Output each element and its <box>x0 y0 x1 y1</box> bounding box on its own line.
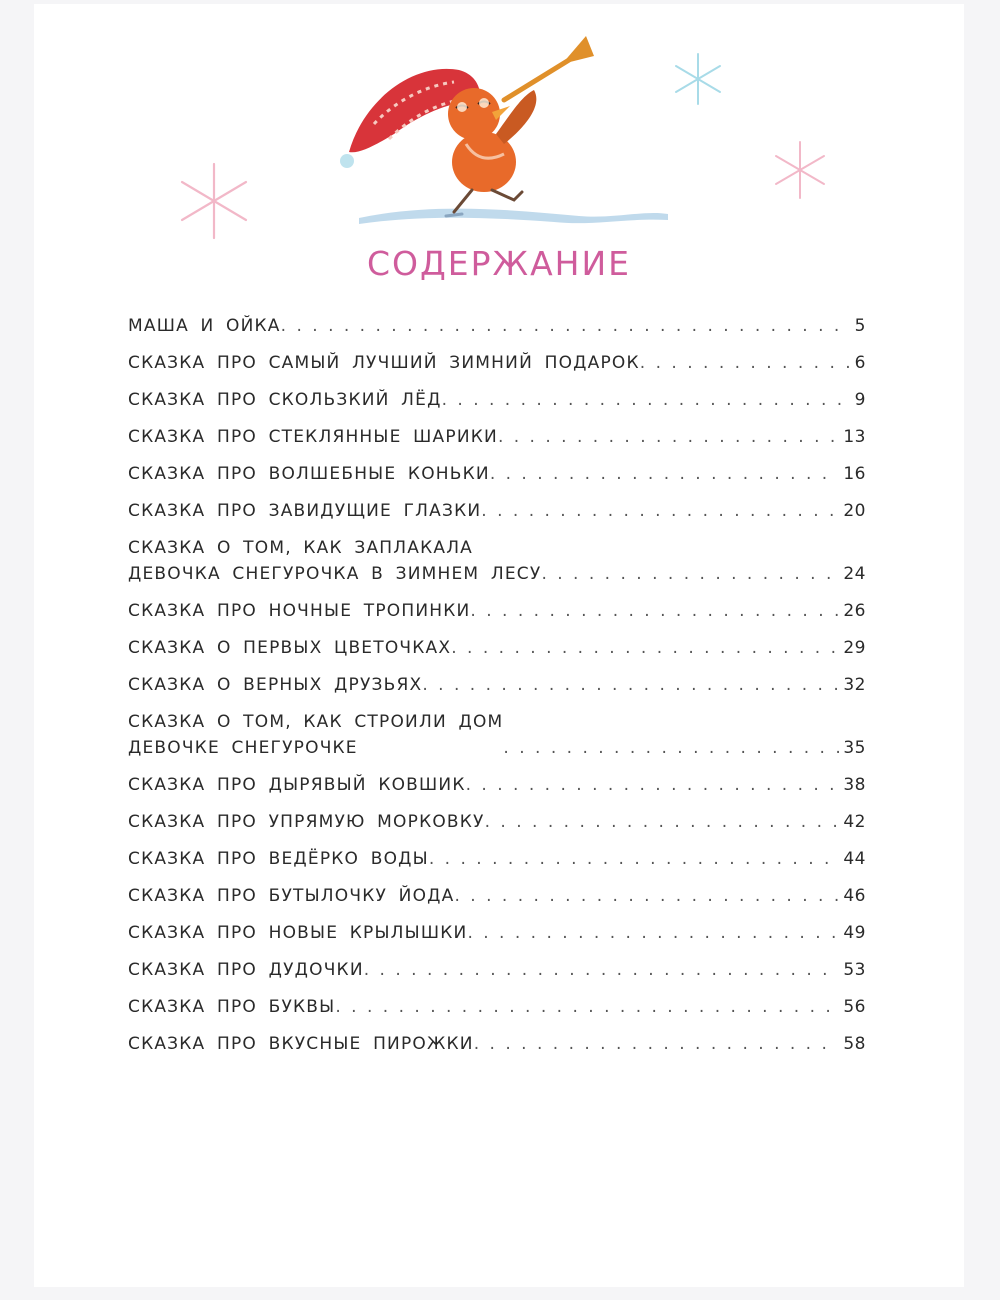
toc-entry[interactable] <box>128 635 866 661</box>
toc-page-number: 16 <box>843 464 866 484</box>
toc-entry[interactable] <box>128 350 866 376</box>
toc-page-number: 20 <box>843 501 866 521</box>
page-title: СОДЕРЖАНИЕ <box>366 244 632 283</box>
table-of-contents <box>128 313 866 1068</box>
toc-entry-title <box>128 920 467 946</box>
dot-leader <box>541 561 839 587</box>
toc-entry[interactable] <box>128 883 866 909</box>
toc-entry[interactable] <box>128 313 866 339</box>
dot-leader <box>481 498 839 524</box>
toc-entry-title <box>128 994 335 1020</box>
toc-entry-title-line: СКАЗКА ПРО САМЫЙ ЛУЧШИЙ ЗИМНИЙ ПОДАРОК <box>128 353 640 373</box>
toc-entry-title <box>128 635 451 661</box>
toc-entry-title-line: СКАЗКА ПРО ВКУСНЫЕ ПИРОЖКИ <box>128 1034 474 1054</box>
dot-leader <box>640 350 851 376</box>
toc-entry-title-line: СКАЗКА О ПЕРВЫХ ЦВЕТОЧКАХ <box>128 638 452 658</box>
dot-leader <box>466 772 840 798</box>
toc-entry-title <box>128 672 422 698</box>
toc-entry[interactable] <box>128 387 866 413</box>
toc-entry-title-line: СКАЗКА ПРО ЗАВИДУЩИЕ ГЛАЗКИ <box>128 501 482 521</box>
toc-entry[interactable] <box>128 994 866 1020</box>
dot-leader <box>442 387 851 413</box>
snowflake-icon <box>676 54 720 104</box>
toc-entry[interactable] <box>128 809 866 835</box>
toc-page-number: 6 <box>854 353 866 373</box>
toc-entry-title <box>128 883 454 909</box>
toc-page-number: 58 <box>843 1034 866 1054</box>
toc-entry-title-line: СКАЗКА ПРО СКОЛЬЗКИЙ ЛЁД <box>128 390 442 410</box>
toc-page-number: 44 <box>843 849 866 869</box>
toc-entry-title-line: ДЕВОЧКЕ СНЕГУРОЧКЕ <box>128 738 358 758</box>
toc-entry[interactable] <box>128 598 866 624</box>
toc-entry-title-line: МАША И ОЙКА <box>128 316 281 336</box>
toc-page-number: 13 <box>843 427 866 447</box>
dot-leader <box>454 883 839 909</box>
toc-page-number: 9 <box>854 390 866 410</box>
toc-entry[interactable] <box>128 772 866 798</box>
toc-entry-title <box>128 772 466 798</box>
toc-entry-title <box>128 846 429 872</box>
snowflake-icon <box>182 164 246 238</box>
dot-leader <box>498 424 839 450</box>
toc-page-number: 32 <box>843 675 866 695</box>
toc-page-number: 35 <box>843 738 866 758</box>
dot-leader <box>470 598 839 624</box>
toc-entry[interactable] <box>128 535 866 587</box>
toc-entry[interactable] <box>128 846 866 872</box>
toc-entry[interactable] <box>128 424 866 450</box>
toc-entry-title-line: СКАЗКА ПРО УПРЯМУЮ МОРКОВКУ <box>128 812 485 832</box>
toc-page-number: 29 <box>843 638 866 658</box>
dot-leader <box>503 735 839 761</box>
toc-page-number: 56 <box>843 997 866 1017</box>
dot-leader <box>467 920 839 946</box>
toc-entry-title-line: СКАЗКА ПРО ДЫРЯВЫЙ КОВШИК <box>128 775 466 795</box>
book-page <box>34 4 964 1287</box>
toc-page-number: 5 <box>854 316 866 336</box>
toc-entry-title-line: СКАЗКА О ВЕРНЫХ ДРУЗЬЯХ <box>128 675 423 695</box>
dot-leader <box>429 846 840 872</box>
toc-entry-title-line: СКАЗКА ПРО БУКВЫ <box>128 997 336 1017</box>
toc-entry[interactable] <box>128 498 866 524</box>
toc-entry-title <box>128 1031 474 1057</box>
toc-entry-title <box>128 598 470 624</box>
toc-entry-title-line: СКАЗКА О ТОМ, КАК ЗАПЛАКАЛА <box>128 538 474 558</box>
toc-entry-title <box>128 350 640 376</box>
toc-entry-title <box>128 535 541 587</box>
dot-leader <box>485 809 840 835</box>
toc-page-number: 49 <box>843 923 866 943</box>
toc-entry-title <box>128 709 503 761</box>
dot-leader <box>281 313 851 339</box>
toc-page-number: 38 <box>843 775 866 795</box>
toc-entry-title <box>128 461 490 487</box>
toc-entry[interactable] <box>128 672 866 698</box>
toc-entry-title-line: ДЕВОЧКА СНЕГУРОЧКА В ЗИМНЕМ ЛЕСУ <box>128 564 542 584</box>
toc-page-number: 46 <box>843 886 866 906</box>
toc-page-number: 53 <box>843 960 866 980</box>
toc-entry-title <box>128 957 364 983</box>
header-illustration <box>34 4 964 244</box>
toc-entry-title-line: СКАЗКА ПРО СТЕКЛЯННЫЕ ШАРИКИ <box>128 427 498 447</box>
toc-entry-title-line: СКАЗКА ПРО ВЕДЁРКО ВОДЫ <box>128 849 429 869</box>
toc-entry[interactable] <box>128 709 866 761</box>
toc-entry-title-line: СКАЗКА О ТОМ, КАК СТРОИЛИ ДОМ <box>128 712 504 732</box>
dot-leader <box>364 957 840 983</box>
dot-leader <box>490 461 840 487</box>
dot-leader <box>451 635 839 661</box>
dot-leader <box>422 672 839 698</box>
toc-page-number: 24 <box>843 564 866 584</box>
toc-entry-title <box>128 498 481 524</box>
toc-entry-title <box>128 313 281 339</box>
dot-leader <box>335 994 839 1020</box>
bird-with-trumpet-icon <box>340 36 594 216</box>
snow-ground <box>359 209 668 224</box>
toc-entry-title-line: СКАЗКА ПРО ДУДОЧКИ <box>128 960 364 980</box>
toc-entry-title <box>128 809 485 835</box>
toc-entry-title <box>128 424 498 450</box>
dot-leader <box>474 1031 840 1057</box>
toc-entry[interactable] <box>128 920 866 946</box>
toc-entry[interactable] <box>128 461 866 487</box>
snowflake-icon <box>776 142 824 198</box>
toc-entry-title <box>128 387 442 413</box>
toc-page-number: 26 <box>843 601 866 621</box>
toc-entry-title-line: СКАЗКА ПРО ВОЛШЕБНЫЕ КОНЬКИ <box>128 464 490 484</box>
toc-entry-title-line: СКАЗКА ПРО НОВЫЕ КРЫЛЫШКИ <box>128 923 468 943</box>
toc-entry[interactable] <box>128 1031 866 1057</box>
toc-entry-title-line: СКАЗКА ПРО БУТЫЛОЧКУ ЙОДА <box>128 886 455 906</box>
toc-entry-title-line: СКАЗКА ПРО НОЧНЫЕ ТРОПИНКИ <box>128 601 471 621</box>
toc-page-number: 42 <box>843 812 866 832</box>
toc-entry[interactable] <box>128 957 866 983</box>
